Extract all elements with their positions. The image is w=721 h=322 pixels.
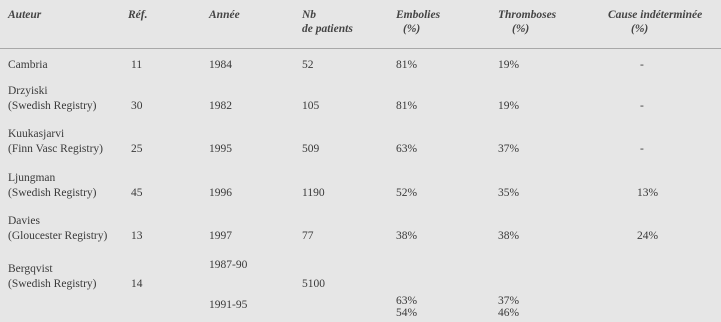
- cell-auteur: (Swedish Registry): [8, 187, 97, 199]
- cell-annee: 1995: [209, 143, 232, 155]
- header-embolies-line1: Embolies: [396, 9, 441, 21]
- cell-ref: 14: [131, 278, 143, 290]
- cell-auteur: Davies: [8, 215, 40, 227]
- cell-annee: 1982: [209, 100, 232, 112]
- cell-nb: 1190: [302, 187, 325, 199]
- cell-thromboses: 19%: [498, 59, 520, 71]
- cell-thromboses: 37%: [498, 143, 520, 155]
- cell-auteur: Cambria: [8, 59, 48, 71]
- cell-cause: -: [640, 100, 644, 112]
- header-cause-line2: (%): [631, 23, 649, 35]
- cell-thromboses: 35%: [498, 187, 520, 199]
- header-thromboses-line2: (%): [512, 23, 530, 35]
- cell-annee: 1987-90: [209, 259, 248, 271]
- cell-thromboses: 37%: [498, 295, 520, 307]
- cell-embolies: 81%: [396, 59, 418, 71]
- cell-embolies: 52%: [396, 187, 418, 199]
- cell-annee: 1996: [209, 187, 232, 199]
- cell-cause: 24%: [637, 230, 659, 242]
- cell-thromboses: 46%: [498, 307, 520, 319]
- cell-ref: 13: [131, 230, 143, 242]
- cell-ref: 25: [131, 143, 143, 155]
- cell-nb: 52: [302, 59, 314, 71]
- header-ref: Réf.: [128, 9, 148, 21]
- cell-thromboses: 38%: [498, 230, 520, 242]
- table-header: [0, 0, 721, 49]
- cell-auteur: (Swedish Registry): [8, 278, 97, 290]
- cell-cause: -: [640, 143, 644, 155]
- cell-annee: 1984: [209, 59, 232, 71]
- cell-annee: 1991-95: [209, 299, 248, 311]
- cell-auteur: (Gloucester Registry): [8, 230, 108, 242]
- cell-embolies: 63%: [396, 143, 418, 155]
- cell-nb: 105: [302, 100, 320, 112]
- cell-auteur: Ljungman: [8, 172, 56, 184]
- cell-ref: 11: [131, 59, 143, 71]
- cell-embolies: 81%: [396, 100, 418, 112]
- header-auteur: Auteur: [8, 9, 42, 21]
- cell-ref: 45: [131, 187, 143, 199]
- cell-annee: 1997: [209, 230, 232, 242]
- header-thromboses-line1: Thromboses: [498, 9, 557, 21]
- cell-auteur: Bergqvist: [8, 263, 53, 275]
- header-embolies-line2: (%): [403, 23, 421, 35]
- cell-embolies: 63%: [396, 295, 418, 307]
- header-annee: Année: [209, 9, 240, 21]
- cell-cause: -: [640, 59, 644, 71]
- cell-nb: 5100: [302, 278, 325, 290]
- header-nb-line1: Nb: [302, 9, 317, 21]
- cell-nb: 509: [302, 143, 320, 155]
- cell-auteur: (Finn Vasc Registry): [8, 143, 103, 155]
- cell-auteur: Kuukasjarvi: [8, 128, 65, 140]
- cell-auteur: (Swedish Registry): [8, 100, 97, 112]
- cell-embolies: 54%: [396, 307, 418, 319]
- cell-embolies: 38%: [396, 230, 418, 242]
- cell-ref: 30: [131, 100, 143, 112]
- cell-thromboses: 19%: [498, 100, 520, 112]
- header-nb-line2: de patients: [302, 23, 353, 35]
- cell-cause: 13%: [637, 187, 659, 199]
- cell-nb: 77: [302, 230, 314, 242]
- header-cause-line1: Cause indéterminée: [608, 9, 703, 21]
- cell-auteur: Drzyiski: [8, 85, 48, 97]
